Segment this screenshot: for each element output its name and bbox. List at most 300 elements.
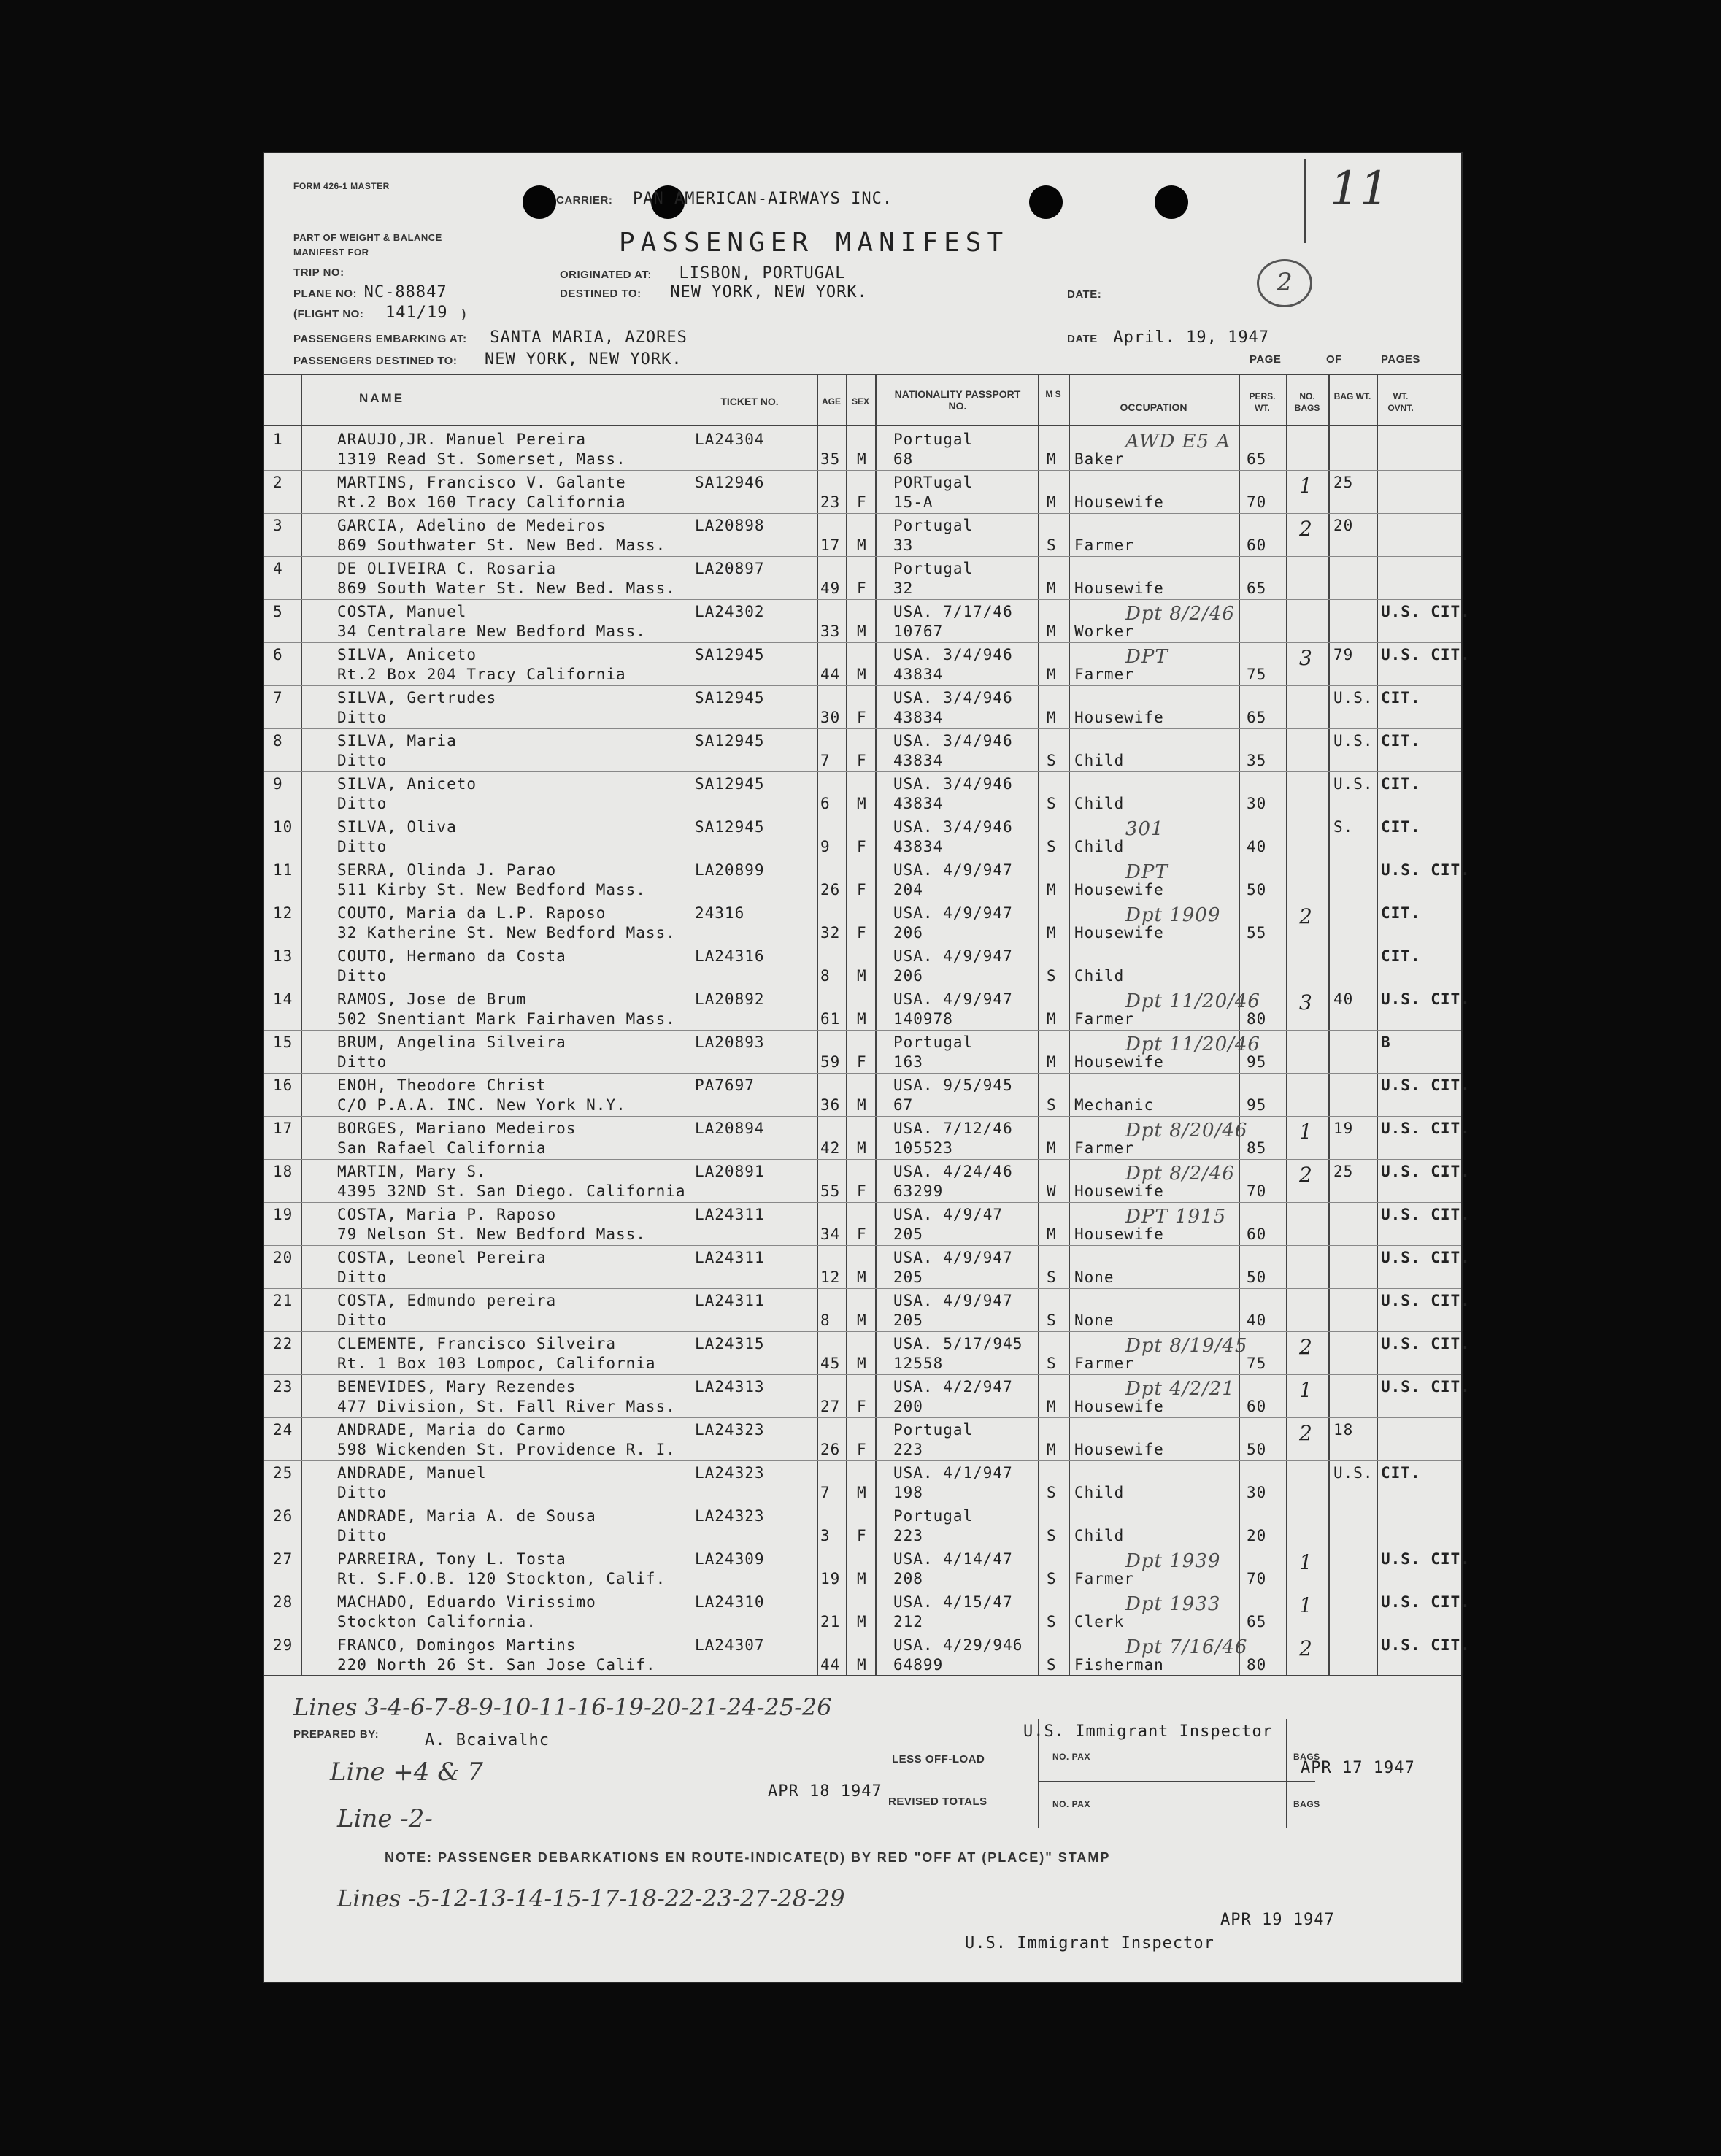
destined-label: DESTINED TO:	[560, 288, 642, 300]
cell-bags: 1	[1299, 1120, 1313, 1144]
cell-nat1: USA. 4/14/47	[893, 1550, 1013, 1568]
cell-name: FRANCO, Domingos Martins	[337, 1636, 577, 1654]
carrier-value: PAN AMERICAN-AIRWAYS INC.	[632, 190, 893, 208]
cell-address: 598 Wickenden St. Providence R. I.	[337, 1441, 676, 1458]
cell-no: 13	[273, 947, 293, 965]
cell-wt: 60	[1247, 1225, 1267, 1243]
punch-hole	[1155, 185, 1188, 219]
originated-field	[560, 264, 845, 282]
cell-ticket: LA24323	[695, 1464, 765, 1482]
cell-occupation: Farmer	[1074, 1570, 1134, 1587]
cell-name: COSTA, Edmundo pereira	[337, 1292, 557, 1309]
table-row	[264, 1289, 1471, 1332]
cell-address: 4395 32ND St. San Diego. California	[337, 1182, 686, 1200]
cell-wt: 95	[1247, 1096, 1267, 1114]
cell-bags: 3	[1299, 990, 1313, 1015]
cell-nat2: 198	[893, 1484, 923, 1501]
cell-ovnt: U.S. CIT.	[1381, 1335, 1471, 1352]
cell-nat2: 33	[893, 536, 914, 554]
cell-age: 17	[820, 536, 841, 554]
cell-name: ARAUJO,JR. Manuel Pereira	[337, 431, 587, 448]
cell-age: 30	[820, 709, 841, 726]
originated-value: LISBON, PORTUGAL	[679, 264, 846, 282]
table-row	[264, 600, 1471, 643]
cell-name: GARCIA, Adelino de Medeiros	[337, 517, 607, 534]
cell-nat1: Portugal	[893, 1507, 974, 1525]
cell-sex: M	[857, 1139, 867, 1157]
cell-no: 11	[273, 861, 293, 879]
cell-nat2: 43834	[893, 838, 944, 855]
cell-no: 29	[273, 1636, 293, 1654]
cell-ovnt: U.S. CIT.	[1381, 1120, 1471, 1137]
footer-rule	[1286, 1719, 1287, 1828]
cell-sex: M	[857, 536, 867, 554]
col-no-bags: NO. BAGS	[1294, 391, 1320, 413]
cell-name: SILVA, Oliva	[337, 818, 457, 836]
table-row	[264, 987, 1471, 1031]
cell-sex: M	[857, 1570, 867, 1587]
cell-nat1: USA. 4/9/947	[893, 990, 1013, 1008]
cell-name: COUTO, Maria da L.P. Raposo	[337, 904, 607, 922]
cell-nat2: 212	[893, 1613, 923, 1631]
table-row	[264, 1418, 1461, 1461]
cell-notes: Dpt 4/2/21	[1125, 1378, 1235, 1400]
table-row	[264, 815, 1461, 858]
col-age: AGE	[821, 396, 841, 407]
cell-ms: M	[1047, 623, 1057, 640]
cell-ms: M	[1047, 666, 1057, 683]
cell-age: 49	[820, 580, 841, 597]
cell-wt: 30	[1247, 1484, 1267, 1501]
manifest-page	[264, 153, 1471, 1982]
cell-ovnt: U.S. CIT.	[1381, 1593, 1471, 1611]
cell-sex: M	[857, 967, 867, 985]
cell-address: 220 North 26 St. San Jose Calif.	[337, 1656, 656, 1674]
cell-wt: 70	[1247, 493, 1267, 511]
cell-sex: M	[857, 1268, 867, 1286]
cell-name: MARTINS, Francisco V. Galante	[337, 474, 626, 491]
cell-address: 32 Katherine St. New Bedford Mass.	[337, 924, 676, 942]
cell-nat2: 15-A	[893, 493, 933, 511]
cell-wt: 55	[1247, 924, 1267, 942]
cell-no: 14	[273, 990, 293, 1008]
table-row	[264, 1547, 1471, 1590]
cell-ovnt: CIT.	[1381, 1464, 1421, 1482]
plane-value: NC-88847	[363, 283, 447, 301]
cell-nat1: USA. 4/9/947	[893, 904, 1013, 922]
cell-sex: F	[857, 709, 867, 726]
table-row	[264, 1246, 1471, 1289]
plane-label: PLANE NO:	[293, 288, 357, 300]
cell-address: Ditto	[337, 838, 388, 855]
cell-ms: M	[1047, 1225, 1057, 1243]
cell-no: 27	[273, 1550, 293, 1568]
cell-ovnt: U.S. CIT.	[1381, 990, 1471, 1008]
cell-ms: M	[1047, 881, 1057, 898]
page-label: PAGE	[1250, 353, 1282, 366]
table-row	[264, 428, 1461, 471]
col-occupation: OCCUPATION	[1120, 401, 1187, 413]
cell-nat1: USA. 4/9/947	[893, 861, 1013, 879]
cell-bagwt: 25	[1333, 1163, 1354, 1180]
cell-ticket: LA20899	[695, 861, 765, 879]
cell-occupation: Mechanic	[1074, 1096, 1155, 1114]
cell-ms: M	[1047, 493, 1057, 511]
page-number: 11	[1330, 162, 1390, 216]
cell-age: 42	[820, 1139, 841, 1157]
cell-nat2: 43834	[893, 666, 944, 683]
cell-sex: M	[857, 1096, 867, 1114]
prepared-label: PREPARED BY:	[293, 1728, 380, 1741]
cell-ms: S	[1047, 1312, 1057, 1329]
cell-ovnt: U.S. CIT.	[1381, 1550, 1471, 1568]
cell-nat1: PORTugal	[893, 474, 974, 491]
cell-nat1: USA. 4/1/947	[893, 1464, 1013, 1482]
cell-ms: M	[1047, 709, 1057, 726]
cell-address: Rt. S.F.O.B. 120 Stockton, Calif.	[337, 1570, 666, 1587]
cell-nat1: USA. 4/24/46	[893, 1163, 1013, 1180]
cell-bags: 2	[1299, 1421, 1313, 1445]
cell-notes: Dpt 1909	[1125, 904, 1221, 926]
stamp-date-3: APR 19 1947	[1220, 1911, 1335, 1929]
cell-ovnt: CIT.	[1381, 775, 1421, 793]
cell-age: 35	[820, 450, 841, 468]
cell-no: 5	[273, 603, 283, 620]
cell-name: BRUM, Angelina Silveira	[337, 1033, 566, 1051]
cell-ticket: LA24323	[695, 1507, 765, 1525]
embarking-label: PASSENGERS EMBARKING AT:	[293, 333, 467, 345]
table-row	[264, 772, 1461, 815]
cell-nat1: Portugal	[893, 1421, 974, 1439]
plane-field	[293, 283, 447, 301]
cell-ms: S	[1047, 1570, 1057, 1587]
embarking-field	[293, 328, 688, 347]
cell-address: 79 Nelson St. New Bedford Mass.	[337, 1225, 646, 1243]
cell-ms: M	[1047, 1139, 1057, 1157]
trip-label: TRIP NO:	[293, 266, 344, 279]
weight-balance-label: PART OF WEIGHT & BALANCE	[293, 232, 442, 243]
no-pax-label: NO. PAX	[1052, 1752, 1090, 1762]
col-bag-wt: BAG WT.	[1333, 391, 1371, 401]
cell-wt: 65	[1247, 709, 1267, 726]
cell-age: 7	[820, 1484, 831, 1501]
cell-bagwt: U.S.	[1333, 689, 1374, 707]
cell-occupation: Baker	[1074, 450, 1125, 468]
cell-notes: DPT	[1125, 861, 1168, 883]
table-row	[264, 901, 1461, 944]
cell-ticket: SA12945	[695, 689, 765, 707]
cell-ovnt: CIT.	[1381, 689, 1421, 707]
cell-ovnt: B	[1381, 1033, 1391, 1051]
cell-no: 16	[273, 1077, 293, 1094]
cell-notes: Dpt 11/20/46	[1125, 1033, 1260, 1055]
cell-name: CLEMENTE, Francisco Silveira	[337, 1335, 617, 1352]
cell-age: 7	[820, 752, 831, 769]
cell-nat2: 205	[893, 1268, 923, 1286]
cell-ticket: LA24311	[695, 1249, 765, 1266]
cell-nat1: USA. 3/4/946	[893, 818, 1013, 836]
cell-address: 869 South Water St. New Bed. Mass.	[337, 580, 676, 597]
cell-no: 9	[273, 775, 283, 793]
cell-age: 45	[820, 1355, 841, 1372]
cell-ms: S	[1047, 1268, 1057, 1286]
table-header-rule	[264, 425, 1461, 426]
cell-name: COUTO, Hermano da Costa	[337, 947, 566, 965]
col-sex: SEX	[851, 396, 869, 407]
cell-occupation: Housewife	[1074, 580, 1164, 597]
cell-name: BORGES, Mariano Medeiros	[337, 1120, 577, 1137]
cell-no: 19	[273, 1206, 293, 1223]
cell-occupation: Housewife	[1074, 1398, 1164, 1415]
cell-nat1: Portugal	[893, 1033, 974, 1051]
cell-nat1: USA. 4/9/47	[893, 1206, 1004, 1223]
cell-bags: 2	[1299, 517, 1313, 541]
cell-ovnt: CIT.	[1381, 904, 1421, 922]
cell-nat2: 163	[893, 1053, 923, 1071]
cell-no: 10	[273, 818, 293, 836]
immigrant-inspector-stamp-2: U.S. Immigrant Inspector	[965, 1934, 1214, 1952]
cell-age: 8	[820, 967, 831, 985]
cell-nat1: USA. 5/17/945	[893, 1335, 1023, 1352]
cell-wt: 95	[1247, 1053, 1267, 1071]
table-row	[264, 1160, 1471, 1203]
cell-age: 19	[820, 1570, 841, 1587]
cell-sex: F	[857, 1053, 867, 1071]
handwritten-line-2: Line +4 & 7	[330, 1757, 483, 1787]
cell-notes: Dpt 8/2/46	[1125, 603, 1235, 625]
cell-address: Ditto	[337, 1268, 388, 1286]
cell-bagwt: 79	[1333, 646, 1354, 663]
col-name: NAME	[359, 391, 405, 405]
cell-address: San Rafael California	[337, 1139, 547, 1157]
manifest-title: PASSENGER MANIFEST	[619, 228, 1009, 258]
cell-nat1: USA. 7/17/46	[893, 603, 1013, 620]
cell-no: 23	[273, 1378, 293, 1395]
cell-bagwt: U.S.	[1333, 775, 1374, 793]
cell-nat2: 105523	[893, 1139, 953, 1157]
bags-label: BAGS	[1293, 1799, 1320, 1809]
destined-pass-value: NEW YORK, NEW YORK.	[484, 350, 682, 369]
footer-rule	[1038, 1781, 1315, 1782]
cell-ticket: LA20893	[695, 1033, 765, 1051]
table-row	[264, 1074, 1471, 1117]
cell-age: 55	[820, 1182, 841, 1200]
cell-name: RAMOS, Jose de Brum	[337, 990, 527, 1008]
cell-age: 44	[820, 666, 841, 683]
cell-address: 477 Division, St. Fall River Mass.	[337, 1398, 676, 1415]
cell-address: Ditto	[337, 1312, 388, 1329]
table-top-rule	[264, 374, 1461, 375]
cell-no: 4	[273, 560, 283, 577]
manifest-for-label: MANIFEST FOR	[293, 247, 369, 258]
cell-ms: M	[1047, 580, 1057, 597]
cell-nat2: 205	[893, 1312, 923, 1329]
cell-wt: 50	[1247, 1441, 1267, 1458]
cell-name: ANDRADE, Maria do Carmo	[337, 1421, 566, 1439]
cell-nat1: USA. 3/4/946	[893, 646, 1013, 663]
cell-sex: F	[857, 580, 867, 597]
cell-nat2: 223	[893, 1441, 923, 1458]
cell-wt: 75	[1247, 666, 1267, 683]
table-row	[264, 514, 1461, 557]
cell-sex: F	[857, 1225, 867, 1243]
cell-ms: M	[1047, 1010, 1057, 1028]
cell-notes: Dpt 8/2/46	[1125, 1163, 1235, 1185]
cell-no: 3	[273, 517, 283, 534]
less-offload-label: LESS OFF-LOAD	[892, 1753, 985, 1766]
circled-number: 2	[1257, 259, 1312, 307]
cell-age: 23	[820, 493, 841, 511]
cell-ticket: LA20897	[695, 560, 765, 577]
cell-age: 9	[820, 838, 831, 855]
cell-occupation: Housewife	[1074, 493, 1164, 511]
col-nationality: NATIONALITY PASSPORT NO.	[894, 388, 1021, 412]
cell-address: Ditto	[337, 1484, 388, 1501]
cell-ovnt: U.S. CIT.	[1381, 1292, 1471, 1309]
cell-ms: S	[1047, 1484, 1057, 1501]
cell-no: 15	[273, 1033, 293, 1051]
cell-sex: F	[857, 1527, 867, 1544]
cell-address: 869 Southwater St. New Bed. Mass.	[337, 536, 666, 554]
cell-address: Ditto	[337, 752, 388, 769]
cell-occupation: Child	[1074, 795, 1125, 812]
cell-ms: S	[1047, 795, 1057, 812]
cell-occupation: Farmer	[1074, 1139, 1134, 1157]
cell-name: ANDRADE, Maria A. de Sousa	[337, 1507, 596, 1525]
table-row	[264, 1117, 1471, 1160]
stamp-date-2: APR 18 1947	[768, 1782, 882, 1801]
cell-notes: Dpt 1939	[1125, 1550, 1221, 1572]
cell-sex: F	[857, 1182, 867, 1200]
cell-ticket: LA24313	[695, 1378, 765, 1395]
punch-hole	[523, 185, 556, 219]
cell-nat2: 43834	[893, 795, 944, 812]
punch-hole	[1029, 185, 1063, 219]
destined-pass-label: PASSENGERS DESTINED TO:	[293, 355, 458, 367]
handwritten-lines-1: Lines 3-4-6-7-8-9-10-11-16-19-20-21-24-25-26	[293, 1693, 832, 1721]
col-wt-ovnt: WT. OVNT.	[1387, 391, 1414, 413]
cell-bags: 1	[1299, 1378, 1313, 1402]
cell-name: PARREIRA, Tony L. Tosta	[337, 1550, 566, 1568]
cell-no: 2	[273, 474, 283, 491]
cell-age: 33	[820, 623, 841, 640]
cell-age: 26	[820, 1441, 841, 1458]
cell-wt: 30	[1247, 795, 1267, 812]
cell-occupation: Worker	[1074, 623, 1134, 640]
cell-age: 21	[820, 1613, 841, 1631]
cell-age: 32	[820, 924, 841, 942]
cell-notes: AWD E5 A	[1125, 431, 1231, 453]
cell-wt: 70	[1247, 1182, 1267, 1200]
cell-ms: M	[1047, 450, 1057, 468]
table-row	[264, 729, 1461, 772]
cell-ticket: LA24311	[695, 1206, 765, 1223]
cell-nat2: 43834	[893, 752, 944, 769]
cell-ms: S	[1047, 1096, 1057, 1114]
cell-no: 21	[273, 1292, 293, 1309]
cell-ticket: PA7697	[695, 1077, 755, 1094]
cell-wt: 50	[1247, 881, 1267, 898]
cell-ms: S	[1047, 1613, 1057, 1631]
cell-ovnt: U.S. CIT.	[1381, 603, 1471, 620]
cell-occupation: Child	[1074, 838, 1125, 855]
cell-nat1: USA. 3/4/946	[893, 732, 1013, 750]
carrier	[556, 190, 893, 208]
cell-notes: 301	[1125, 818, 1164, 840]
cell-wt: 80	[1247, 1010, 1267, 1028]
cell-wt: 85	[1247, 1139, 1267, 1157]
cell-age: 59	[820, 1053, 841, 1071]
table-row	[264, 1633, 1471, 1676]
cell-ovnt: U.S. CIT.	[1381, 1163, 1471, 1180]
flight-field	[293, 304, 466, 322]
cell-no: 17	[273, 1120, 293, 1137]
flight-value: 141/19	[385, 304, 448, 322]
cell-name: DE OLIVEIRA C. Rosaria	[337, 560, 557, 577]
cell-nat2: 43834	[893, 709, 944, 726]
cell-address: Ditto	[337, 1527, 388, 1544]
cell-ovnt: CIT.	[1381, 947, 1421, 965]
cell-ticket: SA12945	[695, 775, 765, 793]
cell-bags: 2	[1299, 1636, 1313, 1660]
cell-nat1: USA. 4/9/947	[893, 1249, 1013, 1266]
table-row	[264, 1461, 1461, 1504]
cell-sex: M	[857, 1613, 867, 1631]
cell-occupation: Farmer	[1074, 1355, 1134, 1372]
cell-address: 511 Kirby St. New Bedford Mass.	[337, 881, 646, 898]
carrier-label: CARRIER:	[556, 194, 613, 207]
cell-ticket: LA24302	[695, 603, 765, 620]
cell-ovnt: U.S. CIT.	[1381, 646, 1471, 663]
cell-name: SILVA, Maria	[337, 732, 457, 750]
cell-wt: 40	[1247, 838, 1267, 855]
cell-bagwt: 25	[1333, 474, 1354, 491]
cell-wt: 65	[1247, 1613, 1267, 1631]
cell-sex: M	[857, 1484, 867, 1501]
cell-ms: S	[1047, 1527, 1057, 1544]
cell-ticket: SA12945	[695, 646, 765, 663]
cell-age: 26	[820, 881, 841, 898]
cell-nat1: USA. 3/4/946	[893, 689, 1013, 707]
cell-ms: S	[1047, 752, 1057, 769]
cell-ticket: LA20898	[695, 517, 765, 534]
cell-nat1: USA. 4/15/47	[893, 1593, 1013, 1611]
cell-sex: F	[857, 924, 867, 942]
flight-close: )	[462, 308, 466, 320]
cell-address: Rt.2 Box 160 Tracy California	[337, 493, 626, 511]
cell-sex: F	[857, 752, 867, 769]
cell-nat2: 200	[893, 1398, 923, 1415]
cell-sex: M	[857, 450, 867, 468]
debarkation-note: NOTE: PASSENGER DEBARKATIONS EN ROUTE-INDICATE(D) BY RED "OFF AT (PLACE)" STAMP	[385, 1850, 1111, 1865]
cell-ticket: LA20894	[695, 1120, 765, 1137]
cell-nat1: USA. 3/4/946	[893, 775, 1013, 793]
cell-ms: S	[1047, 536, 1057, 554]
cell-address: Ditto	[337, 709, 388, 726]
cell-ticket: LA20892	[695, 990, 765, 1008]
cell-notes: Dpt 8/19/45	[1125, 1335, 1248, 1357]
cell-occupation: None	[1074, 1268, 1114, 1286]
cell-bagwt: 19	[1333, 1120, 1354, 1137]
cell-bags: 3	[1299, 646, 1313, 670]
destined-value: NEW YORK, NEW YORK.	[670, 283, 868, 301]
cell-name: COSTA, Leonel Pereira	[337, 1249, 547, 1266]
cell-ms: W	[1047, 1182, 1057, 1200]
date-label-top: DATE:	[1067, 288, 1102, 301]
cell-sex: F	[857, 1398, 867, 1415]
date-field	[1067, 328, 1269, 347]
cell-ovnt: CIT.	[1381, 732, 1421, 750]
